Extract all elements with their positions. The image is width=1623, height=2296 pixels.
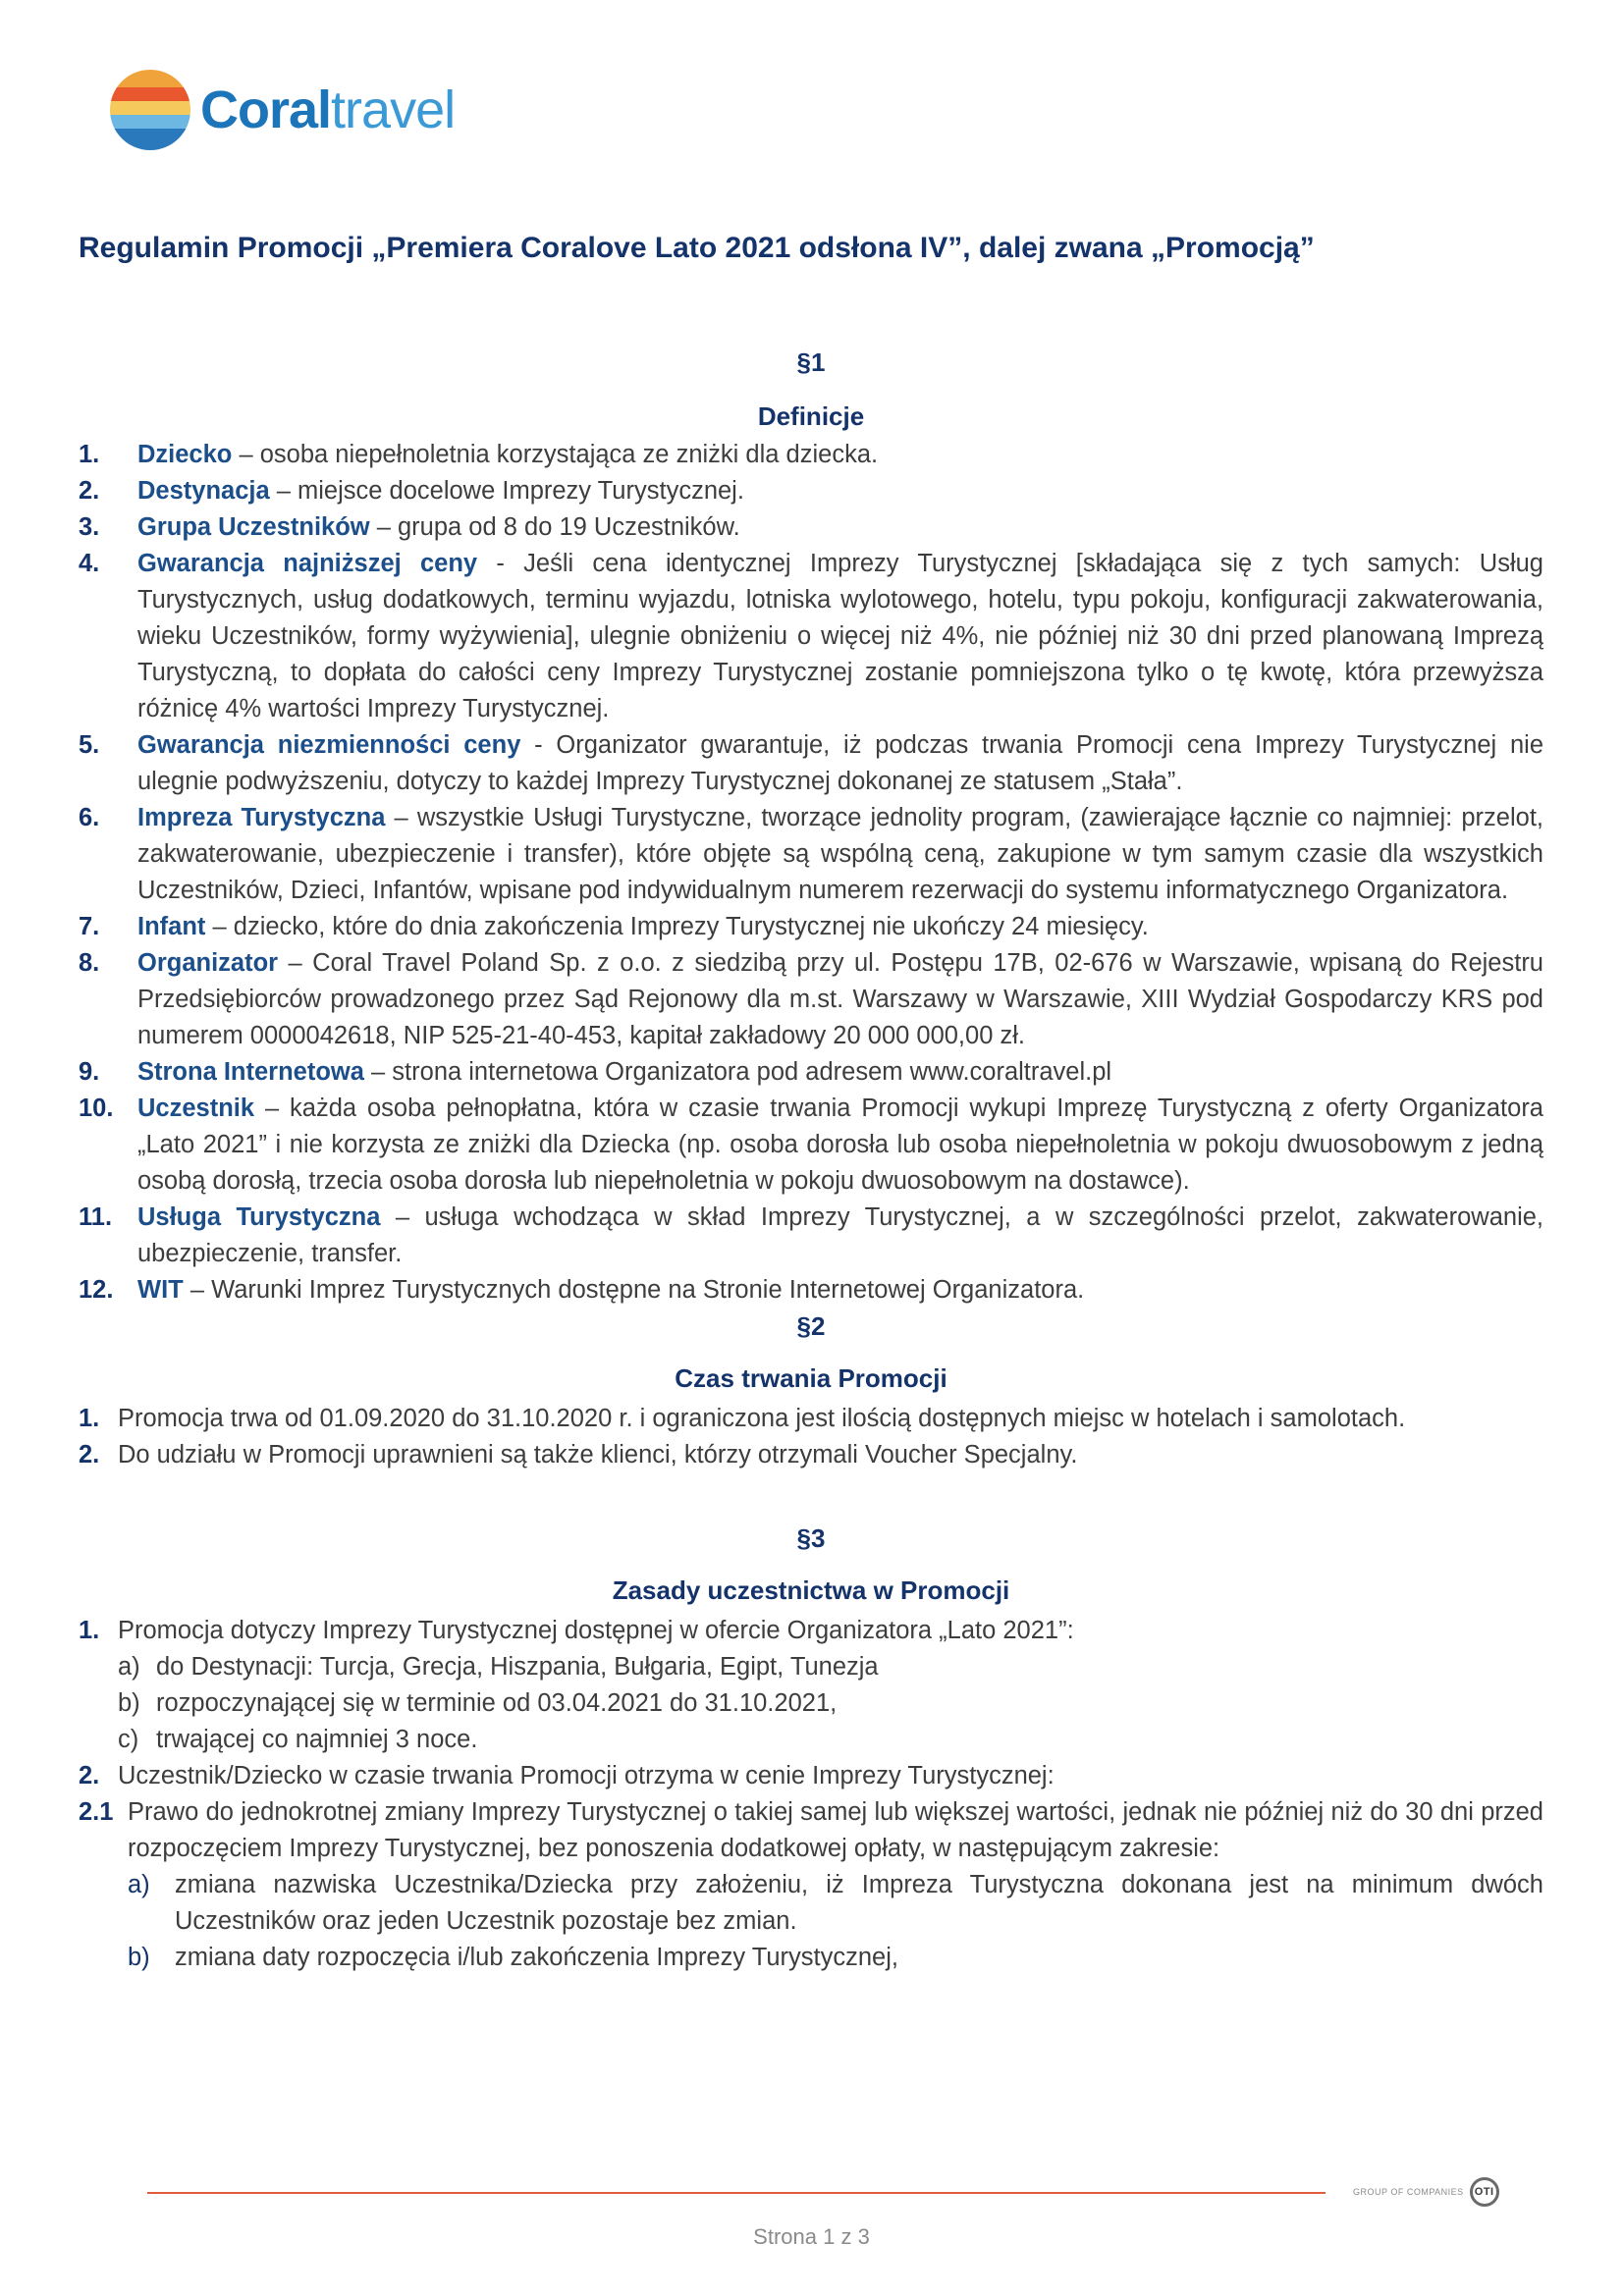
footer-divider [147, 2192, 1325, 2194]
list-item: 2. Do udziału w Promocji uprawnieni są także klienci, którzy otrzymali Voucher Specjalny. [79, 1441, 1078, 1468]
list-item: 2. Uczestnik/Dziecko w czasie trwania Promocji otrzyma w cenie Imprezy Turystycznej: [79, 1762, 1055, 1789]
list-item: 8. Organizator – Coral Travel Poland Sp. z o.o. z siedzibą przy ul. Postępu 17B, 02-676 w Warszawie, wpisaną do Rejestru Przedsiębiorców prowadzonego przez Sąd Rejonowy dla m.st. Warszawy w Warszawie, XIII Wydział Gospodarczy KRS pod numerem 0000042618, NIP 525-21-40-453, kapitał zakładowy 20 000 000,00 zł. [79, 949, 1543, 1049]
list-item: 11. Usługa Turystyczna – usługa wchodząca w skład Imprezy Turystycznej, a w szczególności przelot, zakwaterowanie, ubezpieczenie, transfer. [79, 1203, 1543, 1267]
sub-list [128, 1867, 1543, 1976]
group-label: GROUP OF COMPANIES [1353, 2187, 1464, 2197]
duration-list [79, 1401, 1543, 1473]
section-1-number: §1 [796, 347, 826, 377]
sub-list-item: b) zmiana daty rozpoczęcia i/lub zakończenia Imprezy Turystycznej, [128, 1944, 898, 1971]
list-item: 3. Grupa Uczestników – grupa od 8 do 19 Uczestników. [79, 513, 740, 541]
section-3-number: §3 [796, 1523, 826, 1553]
logo-globe-icon [110, 70, 190, 150]
list-item: 4. Gwarancja najniższej ceny - Jeśli cena identycznej Imprezy Turystycznej [składająca się z tych samych: Usług Turystycznych, usług dodatkowych, terminu wyjazdu, lotniska wylotowego, hotelu, typu pokoju, konfiguracji zakwaterowania, wieku Uczestników, formy wyżywienia], ulegnie obniżeniu o więcej niż 4%, nie później niż 30 dni przed planowaną Imprezą Turystyczną, to dopłata do całości ceny Imprezy Turystycznej zostanie pomniejszona tylko o tę kwotę, która przewyższa różnicę 4% wartości Imprezy Turystycznej. [79, 550, 1543, 722]
sub-list-item: a) do Destynacji: Turcja, Grecja, Hiszpania, Bułgaria, Egipt, Tunezja [118, 1653, 879, 1681]
list-item: 1. Dziecko – osoba niepełnoletnia korzystająca ze zniżki dla dziecka. [79, 441, 879, 468]
definitions-list [79, 437, 1543, 1308]
list-item: 1. Promocja trwa od 01.09.2020 do 31.10.2020 r. i ograniczona jest ilością dostępnych miejsc w hotelach i samolotach. [79, 1405, 1406, 1432]
list-item: 6. Impreza Turystyczna – wszystkie Usługi Turystyczne, tworzące jednolity program, (zawierające łącznie co najmniej: przelot, zakwaterowanie, ubezpieczenie i transfer), które objęte są wspólną ceną, zakupione w tym samym czasie dla wszystkich Uczestników, Dzieci, Infantów, wpisane pod indywidualnym numerem rezerwacji do systemu informatycznego Organizatora. [79, 804, 1543, 904]
list-item: 10. Uczestnik – każda osoba pełnopłatna, która w czasie trwania Promocji wykupi Imprezę Turystyczną z oferty Organizatora „Lato 2021” i nie korzysta ze zniżki dla Dziecka (np. osoba dorosła lub osoba niepełnoletnia w pokoju dwuosobowym z jedną osobą dorosłą, trzecia osoba dorosła lub niepełnoletnia w pokoju dwuosobowym na dostawce). [79, 1095, 1543, 1195]
section-1-title: Definicje [757, 401, 865, 431]
section-2-title: Czas trwania Promocji [675, 1363, 947, 1393]
document-title: Regulamin Promocji „Premiera Coralove Lato 2021 odsłona IV”, dalej zwana „Promocją” [79, 232, 1315, 264]
group-of-companies-badge [1353, 2177, 1499, 2207]
list-item: 5. Gwarancja niezmienności ceny - Organizator gwarantuje, iż podczas trwania Promocji cena Imprezy Turystycznej nie ulegnie podwyższeniu, dotyczy to każdej Imprezy Turystycznej dokonanej ze statusem „Stała”. [79, 731, 1543, 795]
section-2-number: §2 [796, 1311, 826, 1341]
sub-list-item: b) rozpoczynającej się w terminie od 03.04.2021 do 31.10.2021, [118, 1689, 838, 1717]
sub-list-item: a) zmiana nazwiska Uczestnika/Dziecka przy założeniu, iż Impreza Turystyczna dokonana jest na minimum dwóch Uczestników oraz jeden Uczestnik pozostaje bez zmian. [128, 1871, 1543, 1935]
logo-wordmark: Coraltravel [200, 80, 456, 139]
sub-list [118, 1649, 1543, 1758]
participation-rules-list [79, 1613, 1543, 1976]
list-item: 2. Destynacja – miejsce docelowe Imprezy Turystycznej. [79, 477, 744, 505]
list-item: 9. Strona Internetowa – strona internetowa Organizatora pod adresem www.coraltravel.pl [79, 1058, 1112, 1086]
document-body [79, 339, 1543, 1976]
list-item: 1. Promocja dotyczy Imprezy Turystycznej dostępnej w ofercie Organizatora „Lato 2021”: a) do Destynacji: Turcja, Grecja, Hiszpania, Bułgaria, Egipt, Tunezja b) rozpoczynającej się w terminie od 03.04.2021 do 31.10.2021, c) trwającej co najmniej 3 noce. [79, 1613, 1543, 1758]
section-3-title: Zasady uczestnictwa w Promocji [612, 1575, 1010, 1605]
page-number: Strona 1 z 3 [753, 2224, 870, 2249]
sub-list-item: c) trwającej co najmniej 3 noce. [118, 1726, 478, 1753]
list-item: 12. WIT – Warunki Imprez Turystycznych dostępne na Stronie Internetowej Organizatora. [79, 1276, 1085, 1304]
list-item: 2.1 Prawo do jednokrotnej zmiany Imprezy Turystycznej o takiej samej lub większej wartości, jednak nie później niż do 30 dni przed rozpoczęciem Imprezy Turystycznej, bez ponoszenia dodatkowej opłaty, w następującym zakresie: a) zmiana nazwiska Uczestnika/Dziecka przy założeniu, iż Impreza Turystyczna dokonana jest na minimum dwóch Uczestników oraz jeden Uczestnik pozostaje bez zmian. b) zmiana daty rozpoczęcia i/lub zakończenia Imprezy Turystycznej, [79, 1794, 1543, 1976]
oti-logo-icon: OTI [1470, 2177, 1499, 2207]
list-item: 7. Infant – dziecko, które do dnia zakończenia Imprezy Turystycznej nie ukończy 24 miesięcy. [79, 913, 1149, 940]
coral-travel-logo [110, 69, 455, 151]
